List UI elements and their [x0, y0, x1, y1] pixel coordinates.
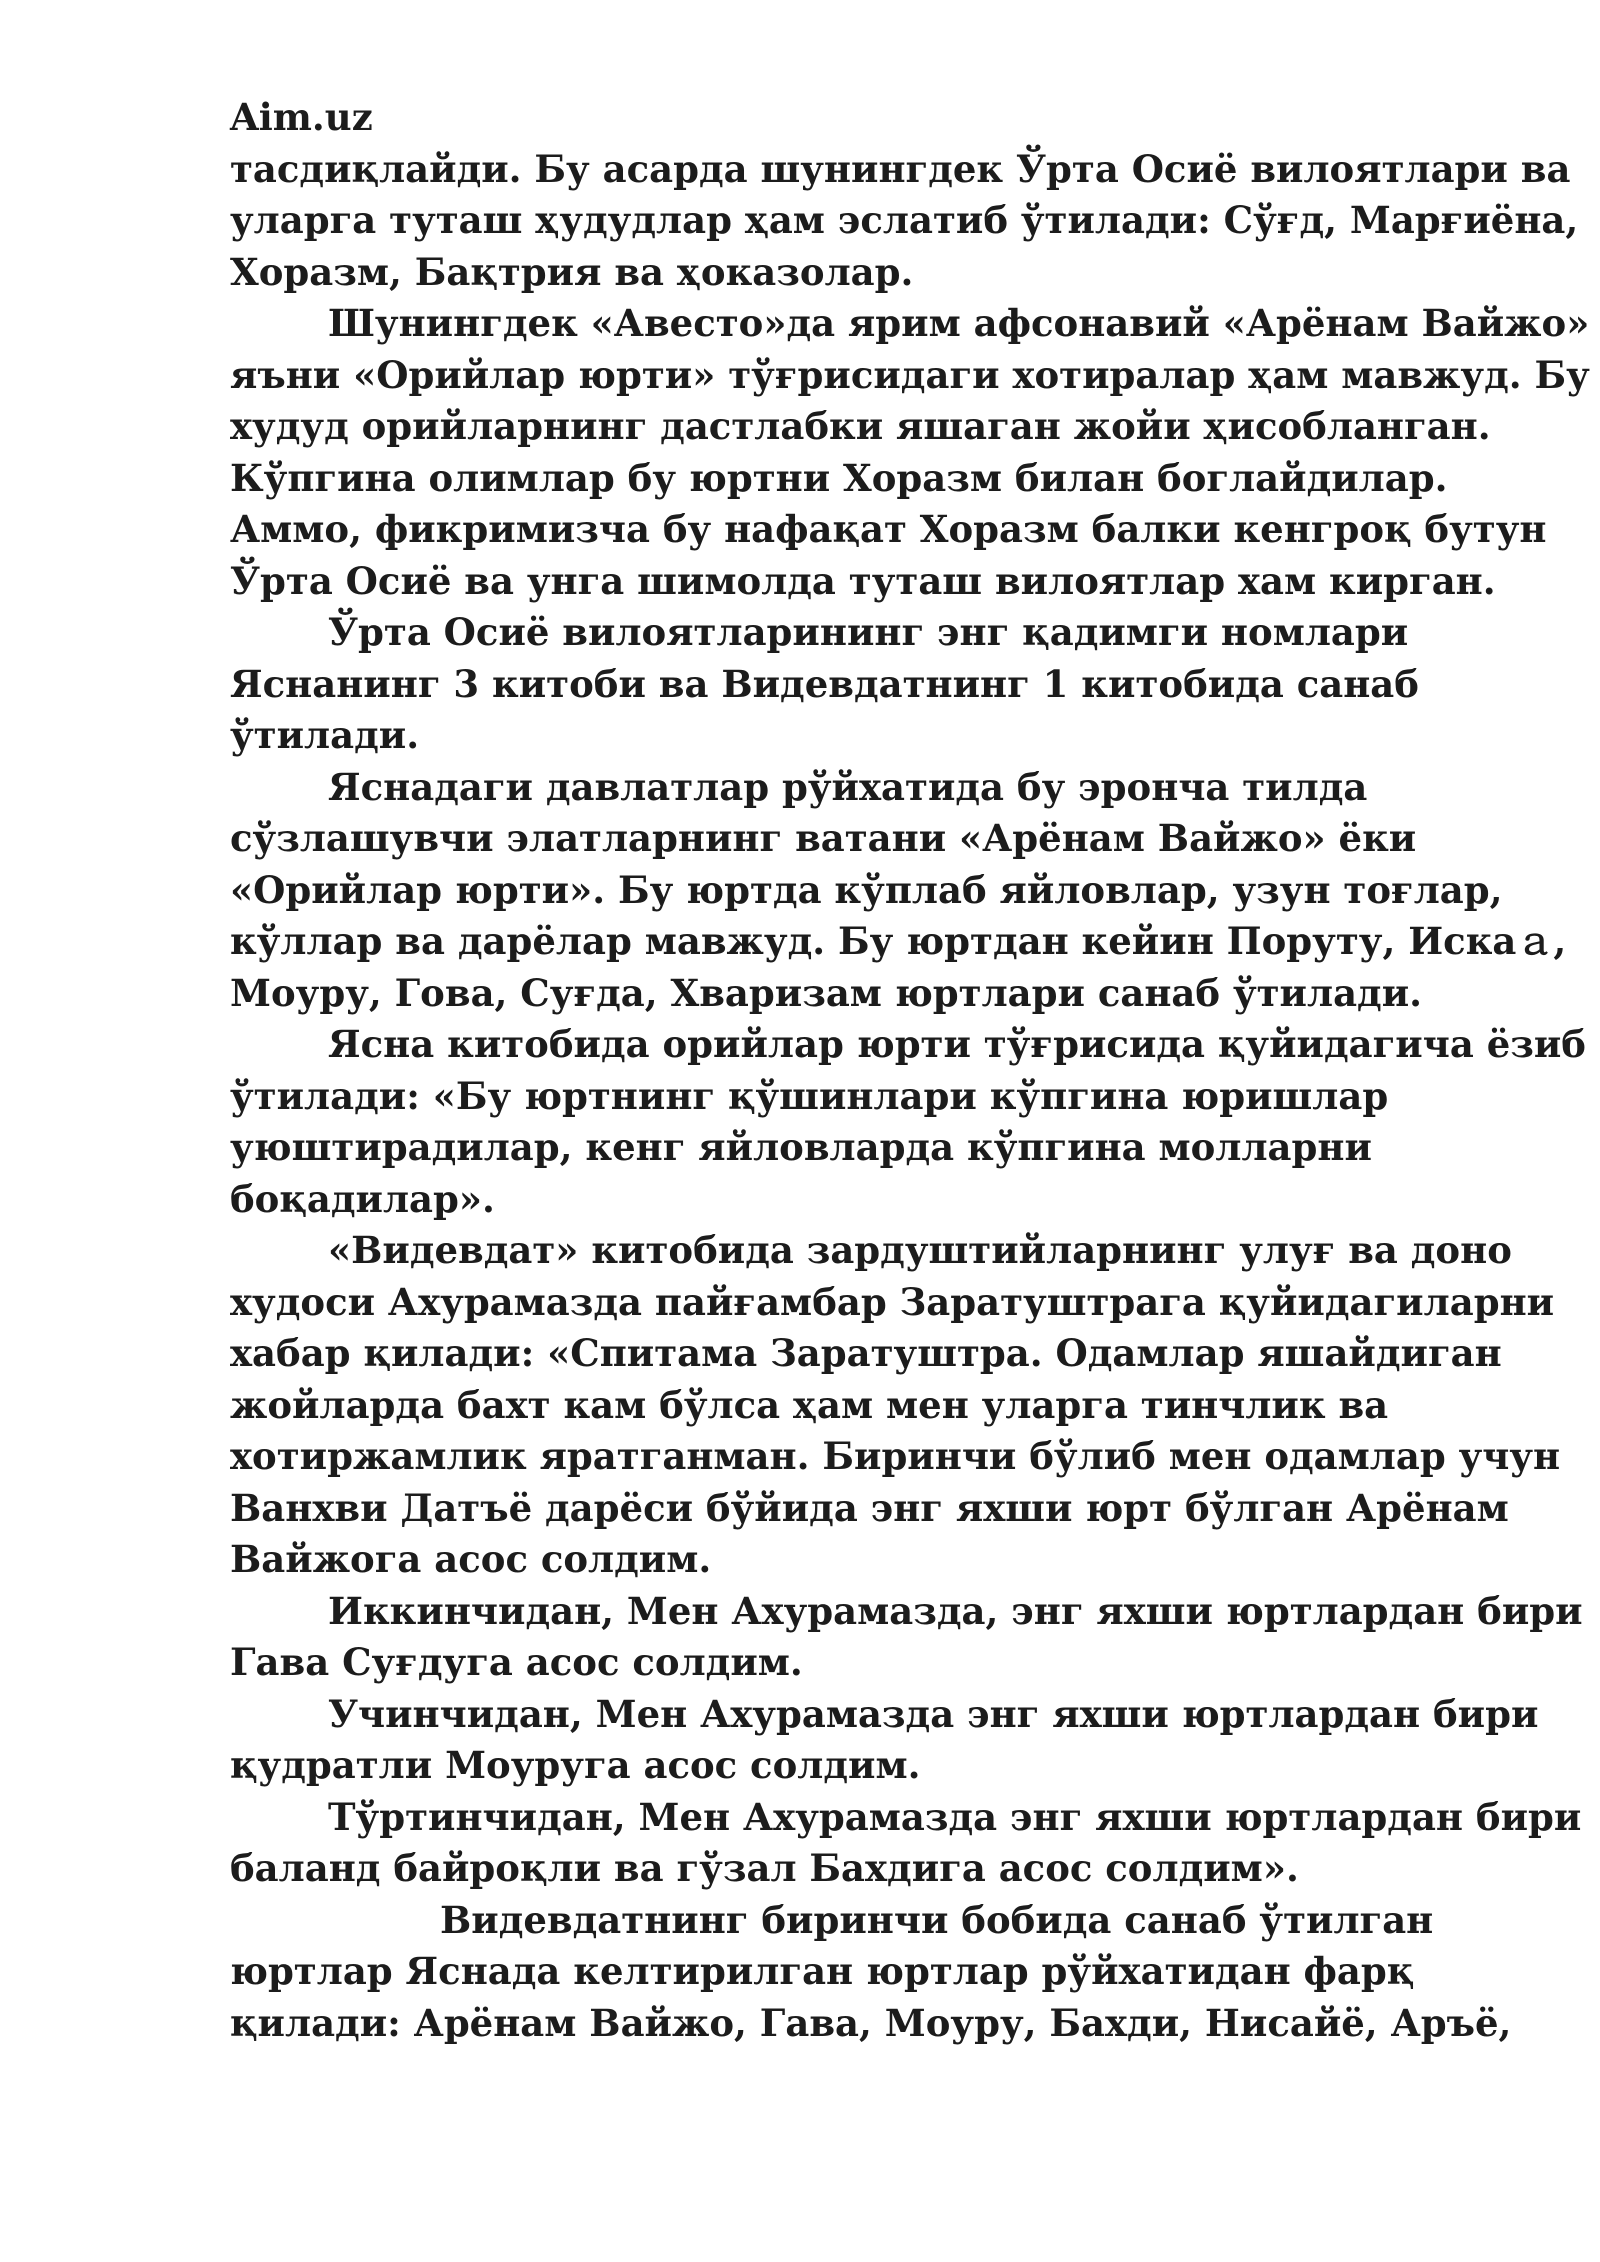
text-line: худоси Ахурамазда пайғамбар Заратуштрага қуйидагиларни — [230, 1279, 1555, 1324]
text-line: хабар қилади: «Спитама Заратуштра. Одамлар яшайдиган — [230, 1331, 1502, 1375]
text-line: Учинчидан, Мен Ахурамазда энг яхши юртлардан бири — [328, 1691, 1539, 1736]
text-line: қудратли Моуруга асос солдим. — [230, 1743, 921, 1787]
text-line: Иккинчидан, Мен Ахурамазда, энг яхши юртлардан бири — [328, 1588, 1583, 1633]
text-line: Аммо, фикримизча бу нафақат Хоразм балки кенгроқ бутун — [230, 507, 1547, 551]
text-line: Кўпгина олимлар бу юртни Хоразм билан боглайдилар. — [230, 455, 1448, 500]
text-line: Моуру, Гова, Суғда, Хваризам юртлари санаб ўтилади. — [230, 970, 1423, 1015]
text-line: кўллар ва дарёлар мавжуд. Бу юртдан кейин Поруту, Искаａ, — [230, 919, 1567, 963]
text-line: Вайжога асос солдим. — [230, 1537, 712, 1581]
text-line: ўтилади: «Бу юртнинг қўшинлари кўпгина юришлар — [230, 1073, 1389, 1118]
text-line: худуд орийларнинг дастлабки яшаган жойи ҳисобланган. — [230, 404, 1491, 448]
text-line: Ванхви Датъё дарёси бўйида энг яхши юрт бўлган Арёнам — [230, 1485, 1509, 1530]
text-line: «Видевдат» китобида зардуштийларнинг улуғ ва доно — [328, 1228, 1512, 1272]
text-line: Тўртинчидан, Мен Ахурамазда энг яхши юртлардан бири — [328, 1794, 1582, 1839]
text-line: Шунингдек «Авесто»да ярим афсонавий «Арёнам Вайжо» — [328, 301, 1590, 345]
site-header: Aim.uz — [230, 95, 373, 139]
text-line: Ясна китобида орийлар юрти тўғрисида қуйидагича ёзиб — [328, 1022, 1586, 1066]
text-line: Гава Суғдуга асос солдим. — [230, 1640, 803, 1684]
text-line: уюштирадилар, кенг яйловларда кўпгина молларни — [230, 1125, 1372, 1169]
text-line: «Орийлар юрти». Бу юртда кўплаб яйловлар, узун тоғлар, — [230, 867, 1503, 912]
text-line: хотиржамлик яратганман. Биринчи бўлиб мен одамлар учун — [230, 1434, 1561, 1478]
text-line: Яснанинг 3 китоби ва Видевдатнинг 1 китобида санаб — [230, 661, 1419, 706]
text-line: жойларда бахт кам бўлса ҳам мен уларга тинчлик ва — [230, 1382, 1389, 1427]
text-line: тасдиқлайди. Бу асарда шунингдек Ўрта Осиё вилоятлари ва — [230, 146, 1571, 191]
text-line: сўзлашувчи элатларнинг ватани «Арёнам Вайжо» ёки — [230, 816, 1417, 860]
text-line: Видевдатнинг биринчи бобида санаб ўтилган — [440, 1897, 1434, 1942]
text-line: ўтилади. — [230, 713, 420, 757]
text-line: уларга туташ ҳудудлар ҳам эслатиб ўтилади: Сўғд, Марғиёна, — [230, 198, 1579, 242]
text-line: яъни «Орийлар юрти» тўғрисидаги хотиралар ҳам мавжуд. Бу — [230, 352, 1590, 397]
text-line: қилади: Арёнам Вайжо, Гава, Моуру, Бахди, Нисайё, Аръё, — [230, 2000, 1512, 2045]
text-line: Ўрта Осиё ва унга шимолда туташ вилоятлар хам кирган. — [230, 558, 1496, 603]
text-line: Яснадаги давлатлар рўйхатида бу эронча тилда — [328, 764, 1368, 809]
text-line: Хоразм, Бақтрия ва ҳоказолар. — [230, 249, 914, 294]
document-body — [230, 144, 1590, 2050]
text-line: баланд байроқли ва гўзал Бахдига асос солдим». — [230, 1846, 1299, 1890]
document-page — [230, 92, 1590, 2049]
text-line: Ўрта Осиё вилоятларининг энг қадимги номлари — [328, 610, 1409, 654]
text-line: юртлар Яснада келтирилган юртлар рўйхатидан фарқ — [230, 1949, 1415, 1993]
text-line: боқадилар». — [230, 1176, 495, 1221]
